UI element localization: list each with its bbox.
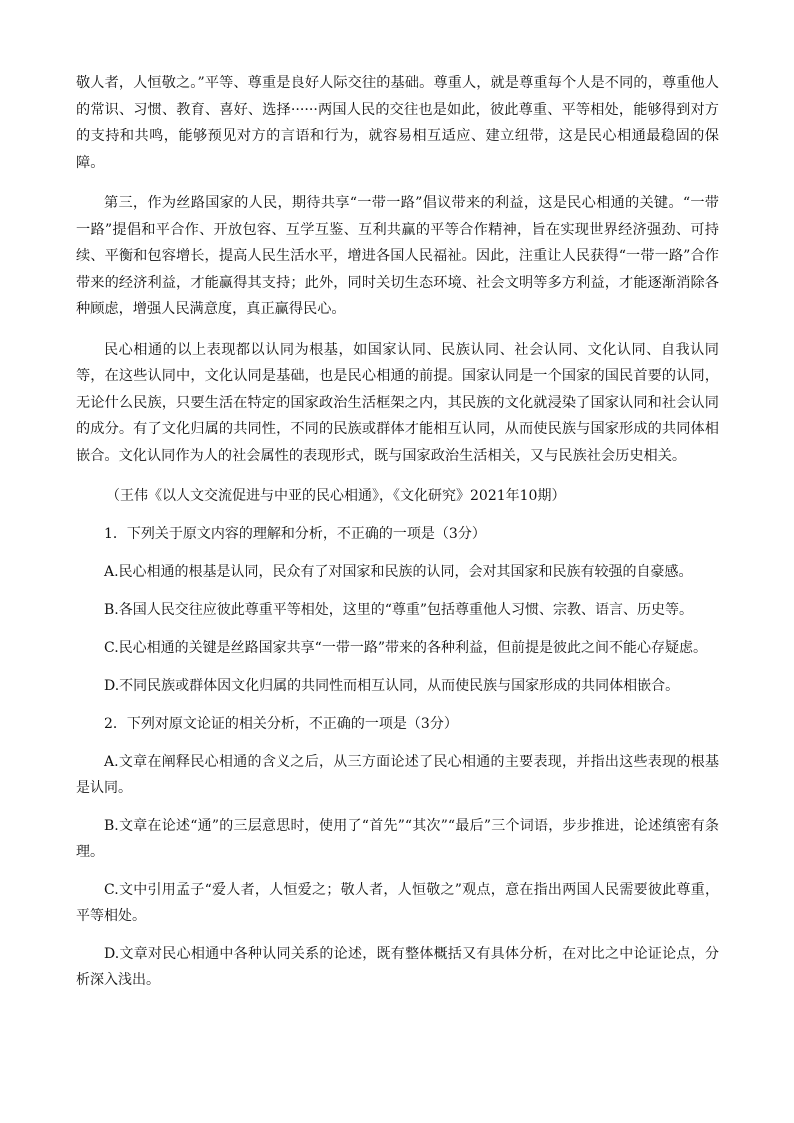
body-paragraph: 敬人者，人恒敬之。”平等、尊重是良好人际交往的基础。尊重人，就是尊重每个人是不同的，尊重他人的常识、习惯、教育、喜好、选择······两国人民的交往也是如此，彼此尊重、平等相处，能够得到对方的支持和共鸣，能够预见对方的言语和行为，就容易相互适应、建立纽带，这是民心相通最稳固的保障。 [76,75,719,171]
answer-option: D.不同民族或群体因文化归属的共同性而相互认同，从而使民族与国家形成的共同体相嵌合。 [104,678,680,694]
answer-option: C.民心相通的关键是丝路国家共享“一带一路”带来的各种利益，但前提是彼此之间不能心存疑虑。 [104,640,707,656]
body-paragraph: 第三，作为丝路国家的人民，期待共享“一带一路”倡议带来的利益，这是民心相通的关键。“一带一路”提倡和平合作、开放包容、互学互鉴、互利共赢的平等合作精神，旨在实现世界经济强劲、可持续、平衡和包容增长，提高人民生活水平，增进各国人民福祉。因此，注重让人民获得“一带一路”合作带来的经济利益，才能赢得其支持；此外，同时关切生态环境、社会文明等多方利益，才能逐渐消除各种顾虑，增强人民满意度，真正赢得民心。 [76,195,719,317]
answer-option: A.民心相通的根基是认同，民众有了对国家和民族的认同，会对其国家和民族有较强的自豪感。 [104,564,693,580]
document-page [76,70,719,1005]
answer-option: D.文章对民心相通中各种认同关系的论述，既有整体概括又有具体分析，在对比之中论证论点，分析深入浅出。 [76,946,719,988]
answer-option: B.各国人民交往应彼此尊重平等相处，这里的“尊重”包括尊重他人习惯、宗教、语言、历史等。 [104,602,694,618]
body-paragraph: 民心相通的以上表现都以认同为根基，如国家认同、民族认同、社会认同、文化认同、自我认同等，在这些认同中，文化认同是基础，也是民心相通的前提。国家认同是一个国家的国民首要的认同，无论什么民族，只要生活在特定的国家政治生活框架之内，其民族的文化就浸染了国家认同和社会认同的成分。有了文化归属的共同性，不同的民族或群体才能相互认同，从而使民族与国家形成的共同体相嵌合。文化认同作为人的社会属性的表现形式，既与国家政治生活相关，又与民族社会历史相关。 [76,341,719,464]
answer-option: C.文中引用孟子“爱人者，人恒爱之；敬人者，人恒敬之”观点，意在指出两国人民需要彼此尊重，平等相处。 [76,882,719,924]
answer-option: B.文章在论述“通”的三层意思时，使用了“首先”“其次”“最后”三个词语，步步推进，论述缜密有条理。 [76,818,719,860]
source-citation: （王伟《以人文交流促进与中亚的民心相通》，《文化研究》2021年10期） [106,488,566,504]
question-stem: 2．下列对原文论证的相关分析，不正确的一项是（3分） [104,716,458,732]
question-stem: 1．下列关于原文内容的理解和分析，不正确的一项是（3分） [104,526,486,542]
answer-option: A.文章在阐释民心相通的含义之后，从三方面论述了民心相通的主要表现，并指出这些表现的根基是认同。 [76,754,719,796]
